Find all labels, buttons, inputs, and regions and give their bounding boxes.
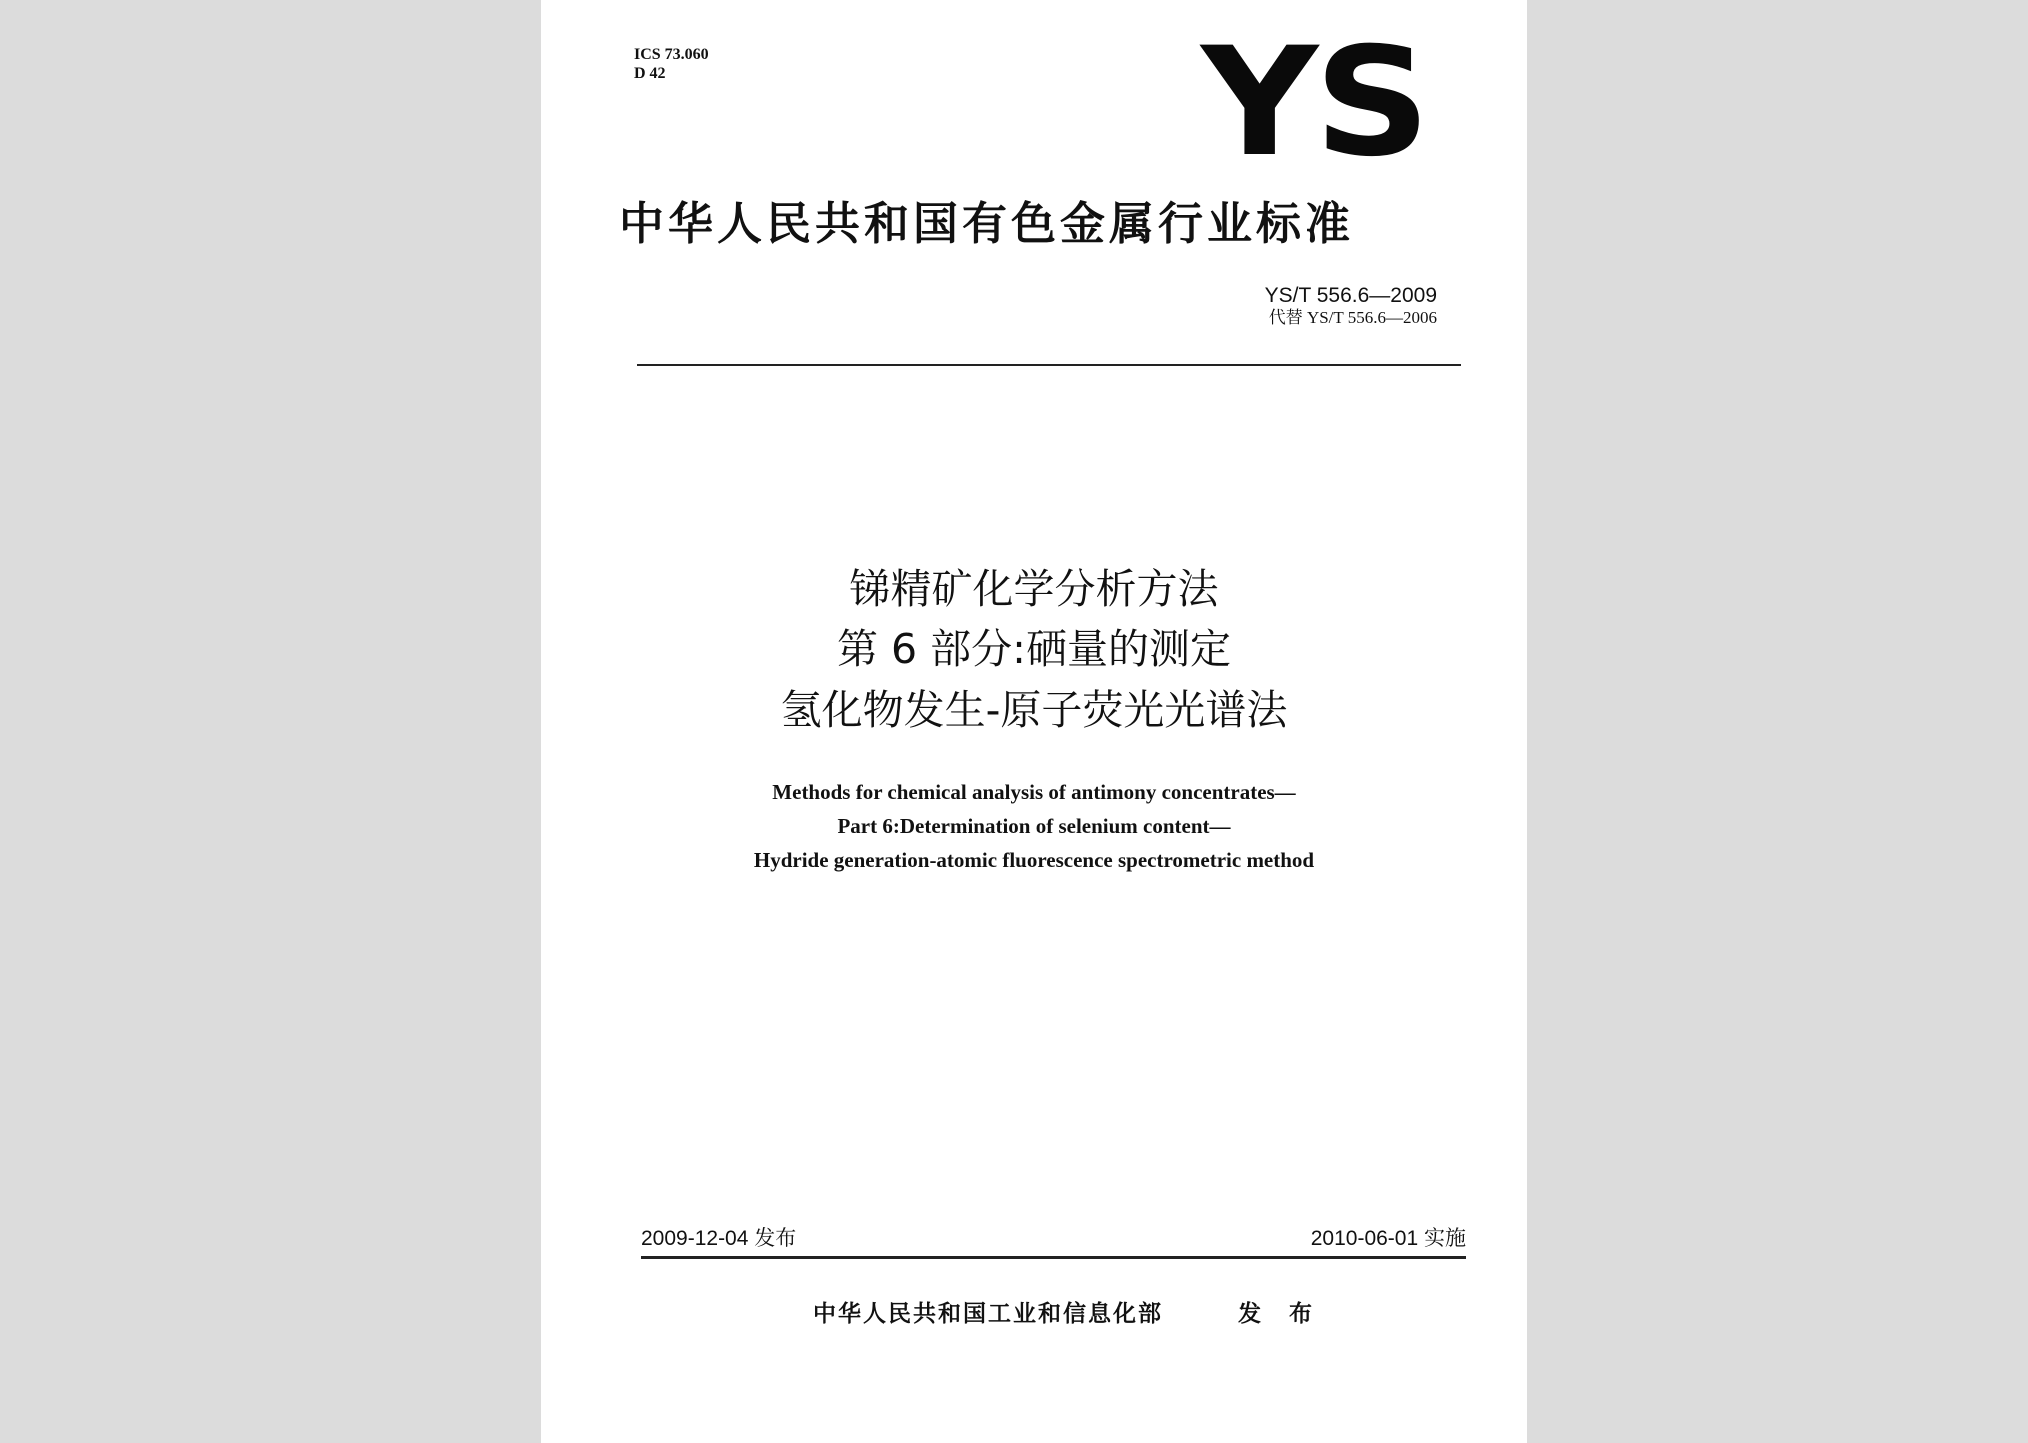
issue-label: 发 布 — [1238, 1301, 1323, 1327]
class-code: D 42 — [634, 65, 666, 82]
ics-code: ICS 73.060 — [634, 46, 709, 63]
effective-date: 2010-06-01 实施 — [1310, 1227, 1466, 1250]
ys-logo: YS — [1201, 16, 1427, 190]
document-cover — [541, 0, 1527, 1443]
header-divider — [637, 364, 1461, 366]
standard-code: YS/T 556.6—2009 — [1264, 284, 1437, 307]
classification-block — [634, 45, 709, 83]
footer-divider — [641, 1256, 1466, 1259]
en-title-line-3: Hydride generation-atomic fluorescence spectrometric method — [753, 848, 1315, 872]
standard-title: 中华人民共和国有色金属行业标准 — [619, 197, 1355, 250]
publish-date: 2009-12-04 发布 — [641, 1227, 797, 1250]
replaces-code: 代替 YS/T 556.6—2006 — [1268, 308, 1437, 327]
cn-title-line-1: 锑精矿化学分析方法 — [849, 565, 1219, 613]
cn-title-line-2: 第 6 部分:硒量的测定 — [837, 625, 1231, 673]
en-title-line-1: Methods for chemical analysis of antimony concentrates— — [772, 780, 1296, 804]
en-title-line-2: Part 6:Determination of selenium content— — [837, 814, 1231, 838]
cn-title-line-3: 氢化物发生-原子荧光光谱法 — [780, 686, 1288, 734]
issuing-authority: 中华人民共和国工业和信息化部 — [813, 1301, 1163, 1327]
